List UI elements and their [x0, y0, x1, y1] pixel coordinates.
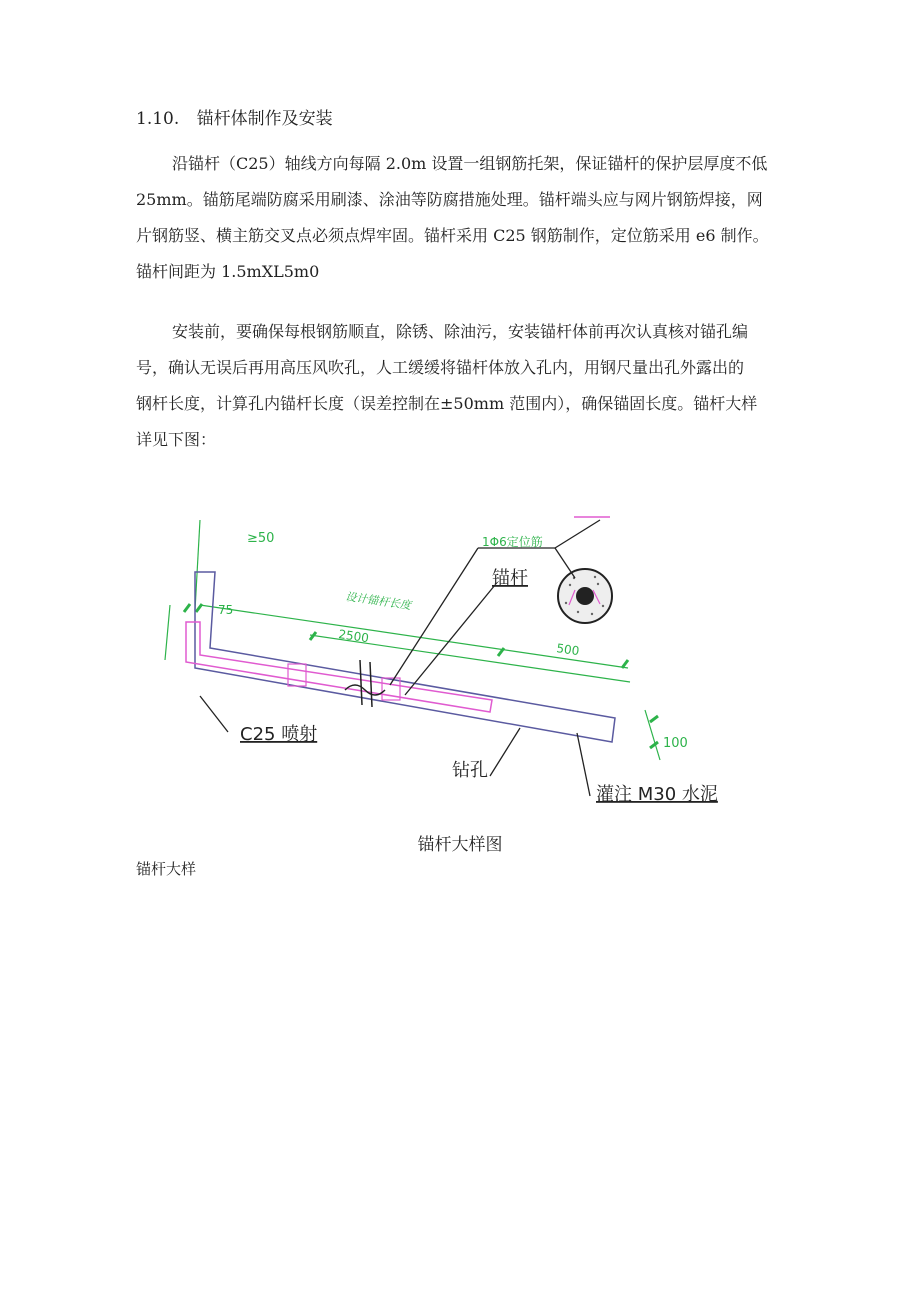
paragraph-1-line: 锚杆间距为 1.5mXL5m0: [136, 262, 320, 281]
dim-100-label: 100: [663, 736, 688, 751]
label-drill-hole: 钻孔: [452, 760, 488, 781]
dim-500-label: 500: [555, 641, 581, 659]
paragraph-1-line: 沿锚杆（C25）轴线方向每隔 2.0m 设置一组钢筋托架，保证锚杆的保护层厚度不低: [172, 154, 768, 173]
paragraph-2-line: 号，确认无误后再用高压风吹孔，人工缓缓将锚杆体放入孔内，用钢尺量出孔外露出的: [136, 358, 745, 377]
paragraph-1-line: 片钢筋竖、横主筋交叉点必须点焊牢固。锚杆采用 C25 钢筋制作，定位筋采用 e6 制作。: [136, 226, 769, 245]
paragraph-1: [136, 146, 804, 290]
label-grout: 灌注 M30 水泥: [596, 784, 718, 805]
label-shotcrete: C25 喷射: [240, 724, 318, 745]
cross-section: [558, 569, 612, 623]
section-title: 锚杆体制作及安装: [196, 109, 333, 129]
paragraph-1-line: 25mm。锚筋尾端防腐采用刷漆、涂油等防腐措施处理。锚杆端头应与网片钢筋焊接，网: [136, 190, 763, 209]
dim-75-label: 75: [218, 603, 234, 617]
dim-top-label: ≥50: [247, 531, 275, 546]
paragraph-2: [136, 314, 804, 458]
figure-footnote: 锚杆大样: [136, 860, 197, 878]
anchor-bolt-diagram: [150, 500, 770, 820]
paragraph-2-line: 钢杆长度，计算孔内锚杆长度（误差控制在±50mm 范围内），确保锚固长度。锚杆大样: [136, 394, 758, 413]
section-number: 1.10.: [136, 109, 180, 129]
section-heading: [136, 104, 333, 129]
label-anchor-bolt: 锚杆: [492, 568, 528, 589]
dim-2500-label: 2500: [337, 627, 370, 646]
design-length-label: 设计锚杆长度: [344, 590, 412, 613]
paragraph-2-line: 详见下图：: [136, 430, 217, 449]
spacer-label: 1Φ6定位筋: [482, 535, 543, 549]
figure-caption: 锚杆大样图: [417, 835, 503, 855]
paragraph-2-line: 安装前，要确保每根钢筋顺直，除锈、除油污，安装锚杆体前再次认真核对锚孔编: [172, 322, 749, 341]
leader-lines: [200, 520, 600, 796]
